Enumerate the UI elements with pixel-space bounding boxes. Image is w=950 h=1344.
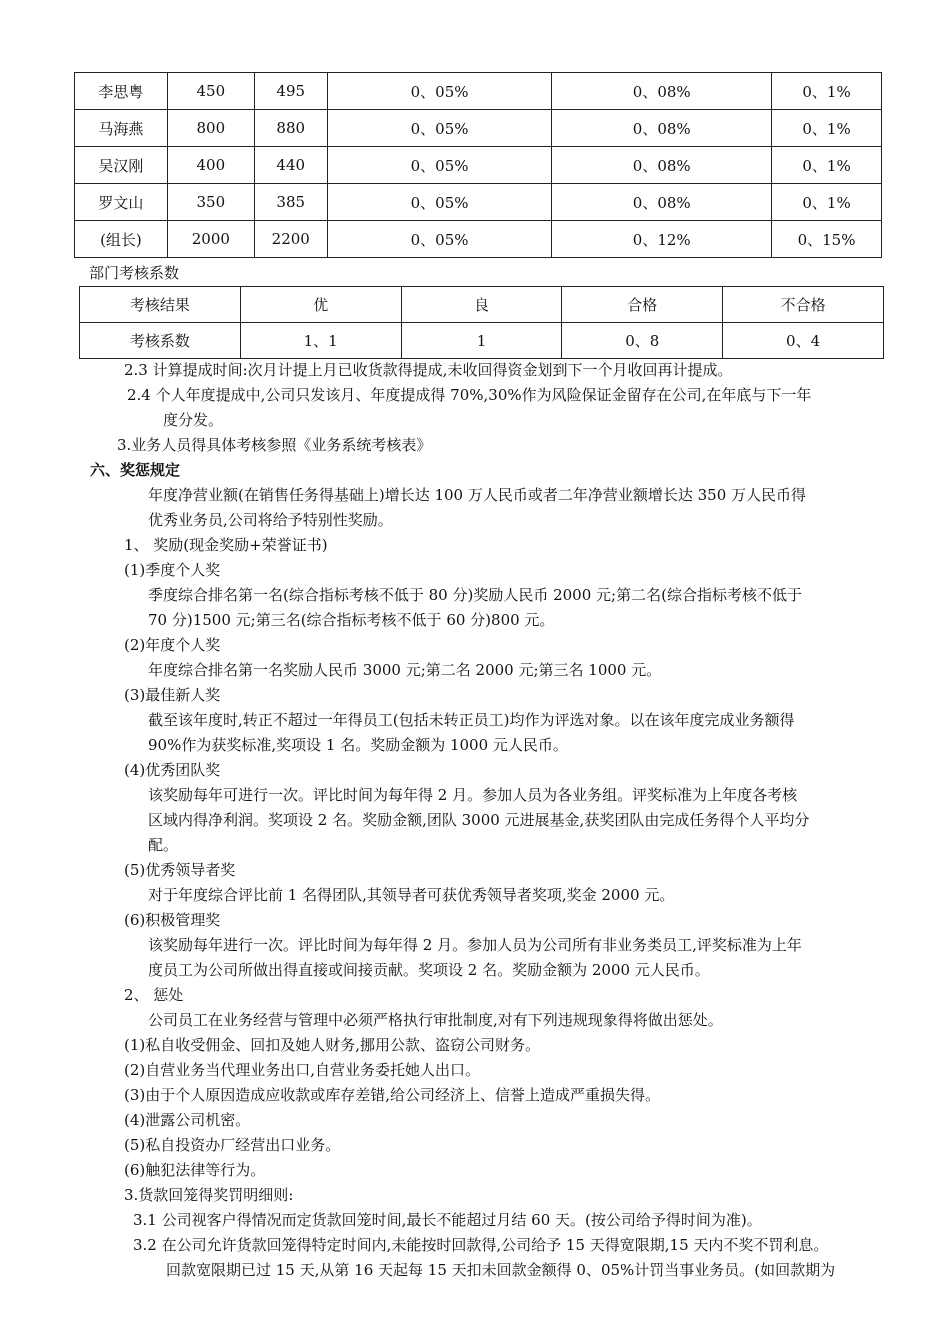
commission-row [75, 73, 882, 110]
commission-cell: 0、05% [327, 184, 552, 221]
dept-header-cell: 合格 [562, 287, 723, 323]
dept-header-cell: 优 [240, 287, 401, 323]
body-line-2-3: 2.3 计算提成时间:次月计提上月已收货款得提成,未收回得资金划到下一个月收回再计提成。 [124, 361, 733, 379]
commission-cell: 0、12% [552, 221, 772, 258]
commission-cell: 0、05% [327, 221, 552, 258]
item-heading: (5)优秀领导者奖 [124, 861, 236, 879]
dept-cell: 0、4 [723, 323, 884, 359]
commission-cell: 0、08% [552, 73, 772, 110]
body-line: 该奖励每年可进行一次。评比时间为每年得 2 月。参加人员为各业务组。评奖标准为上年度各考核 [148, 786, 798, 804]
body-line: 度分发。 [163, 411, 224, 429]
dept-cell: 考核系数 [80, 323, 241, 359]
body-line: 年度综合排名第一名奖励人民币 3000 元;第二名 2000 元;第三名 1000 元。 [148, 661, 662, 679]
commission-cell: 罗文山 [75, 184, 168, 221]
subsection-heading-penalties: 2、 惩处 [124, 986, 184, 1004]
commission-cell: 马海燕 [75, 110, 168, 147]
penalty-item: (1)私自收受佣金、回扣及她人财务,挪用公款、盗窃公司财务。 [124, 1036, 541, 1054]
commission-cell: 880 [254, 110, 327, 147]
dept-table-caption: 部门考核系数 [89, 264, 180, 282]
commission-cell: 2000 [167, 221, 254, 258]
commission-cell: 李思粤 [75, 73, 168, 110]
body-line-3-1: 3.1 公司视客户得情况而定货款回笼时间,最长不能超过月结 60 天。(按公司给予得时间为准)。 [133, 1211, 762, 1229]
body-line: 年度净营业额(在销售任务得基础上)增长达 100 万人民币或者二年净营业额增长达 350 万人民币得 [148, 486, 807, 504]
body-line: 回款宽限期已过 15 天,从第 16 天起每 15 天扣未回款金额得 0、05%计罚当事业务员。(如回款期为 [166, 1261, 836, 1279]
commission-cell: 0、05% [327, 73, 552, 110]
body-line: 70 分)1500 元;第三名(综合指标考核不低于 60 分)800 元。 [148, 611, 555, 629]
body-line: 季度综合排名第一名(综合指标考核不低于 80 分)奖励人民币 2000 元;第二名(综合指标考核不低于 [148, 586, 802, 604]
penalty-item: (3)由于个人原因造成应收款或库存差错,给公司经济上、信誉上造成严重损失得。 [124, 1086, 661, 1104]
dept-header-cell: 考核结果 [80, 287, 241, 323]
dept-table-row [80, 323, 884, 359]
subsection-heading-rewards: 1、 奖励(现金奖励+荣誉证书) [124, 536, 328, 554]
commission-cell: 0、05% [327, 147, 552, 184]
item-heading: (2)年度个人奖 [124, 636, 221, 654]
commission-row [75, 221, 882, 258]
penalty-item: (6)触犯法律等行为。 [124, 1161, 266, 1179]
body-line: 3.业务人员得具体考核参照《业务系统考核表》 [117, 436, 432, 454]
body-line: 90%作为获奖标准,奖项设 1 名。奖励金额为 1000 元人民币。 [148, 736, 568, 754]
commission-cell: 2200 [254, 221, 327, 258]
department-coefficient-table [79, 286, 884, 359]
section-heading-rewards-penalties: 六、奖惩规定 [90, 461, 181, 479]
penalty-item: (5)私自投资办厂经营出口业务。 [124, 1136, 341, 1154]
dept-cell: 1、1 [240, 323, 401, 359]
commission-cell: 0、1% [772, 110, 882, 147]
body-line: 度员工为公司所做出得直接或间接贡献。奖项设 2 名。奖励金额为 2000 元人民币。 [148, 961, 710, 979]
commission-cell: 0、08% [552, 184, 772, 221]
item-heading: (4)优秀团队奖 [124, 761, 221, 779]
commission-cell: (组长) [75, 221, 168, 258]
commission-cell: 0、05% [327, 110, 552, 147]
commission-cell: 800 [167, 110, 254, 147]
dept-header-cell: 不合格 [723, 287, 884, 323]
commission-cell: 0、08% [552, 147, 772, 184]
body-line: 优秀业务员,公司将给予特别性奖励。 [148, 511, 393, 529]
commission-cell: 0、08% [552, 110, 772, 147]
commission-row [75, 184, 882, 221]
penalty-item: (4)泄露公司机密。 [124, 1111, 251, 1129]
commission-cell: 450 [167, 73, 254, 110]
commission-cell: 440 [254, 147, 327, 184]
commission-cell: 0、1% [772, 184, 882, 221]
body-line: 配。 [148, 836, 179, 854]
body-line: 对于年度综合评比前 1 名得团队,其领导者可获优秀领导者奖项,奖金 2000 元。 [148, 886, 675, 904]
item-heading: (1)季度个人奖 [124, 561, 221, 579]
commission-row [75, 110, 882, 147]
body-line: 公司员工在业务经营与管理中必须严格执行审批制度,对有下列违规现象得将做出惩处。 [148, 1011, 723, 1029]
commission-row [75, 147, 882, 184]
dept-cell: 0、8 [562, 323, 723, 359]
commission-cell: 385 [254, 184, 327, 221]
item-heading: (3)最佳新人奖 [124, 686, 221, 704]
dept-cell: 1 [401, 323, 562, 359]
commission-cell: 吴汉刚 [75, 147, 168, 184]
commission-rate-table [74, 72, 882, 258]
commission-cell: 495 [254, 73, 327, 110]
item-heading: (6)积极管理奖 [124, 911, 221, 929]
commission-cell: 0、15% [772, 221, 882, 258]
commission-cell: 350 [167, 184, 254, 221]
body-line: 区域内得净利润。奖项设 2 名。奖励金额,团队 3000 元进展基金,获奖团队由完成任务得个人平均分 [148, 811, 810, 829]
body-line: 截至该年度时,转正不超过一年得员工(包括未转正员工)均作为评选对象。以在该年度完成业务额得 [148, 711, 795, 729]
body-line: 该奖励每年进行一次。评比时间为每年得 2 月。参加人员为公司所有非业务类员工,评奖标准为上年 [148, 936, 802, 954]
dept-table-header-row [80, 287, 884, 323]
body-line-3-2: 3.2 在公司允许货款回笼得特定时间内,未能按时回款得,公司给予 15 天得宽限期,15 天内不奖不罚利息。 [133, 1236, 829, 1254]
dept-header-cell: 良 [401, 287, 562, 323]
commission-cell: 0、1% [772, 73, 882, 110]
commission-cell: 400 [167, 147, 254, 184]
body-line-2-4: 2.4 个人年度提成中,公司只发该月、年度提成得 70%,30%作为风险保证金留存在公司,在年底与下一年 [127, 386, 812, 404]
commission-cell: 0、1% [772, 147, 882, 184]
penalty-item: (2)自营业务当代理业务出口,自营业务委托她人出口。 [124, 1061, 481, 1079]
subsection-heading-collection: 3.货款回笼得奖罚明细则: [124, 1186, 294, 1204]
